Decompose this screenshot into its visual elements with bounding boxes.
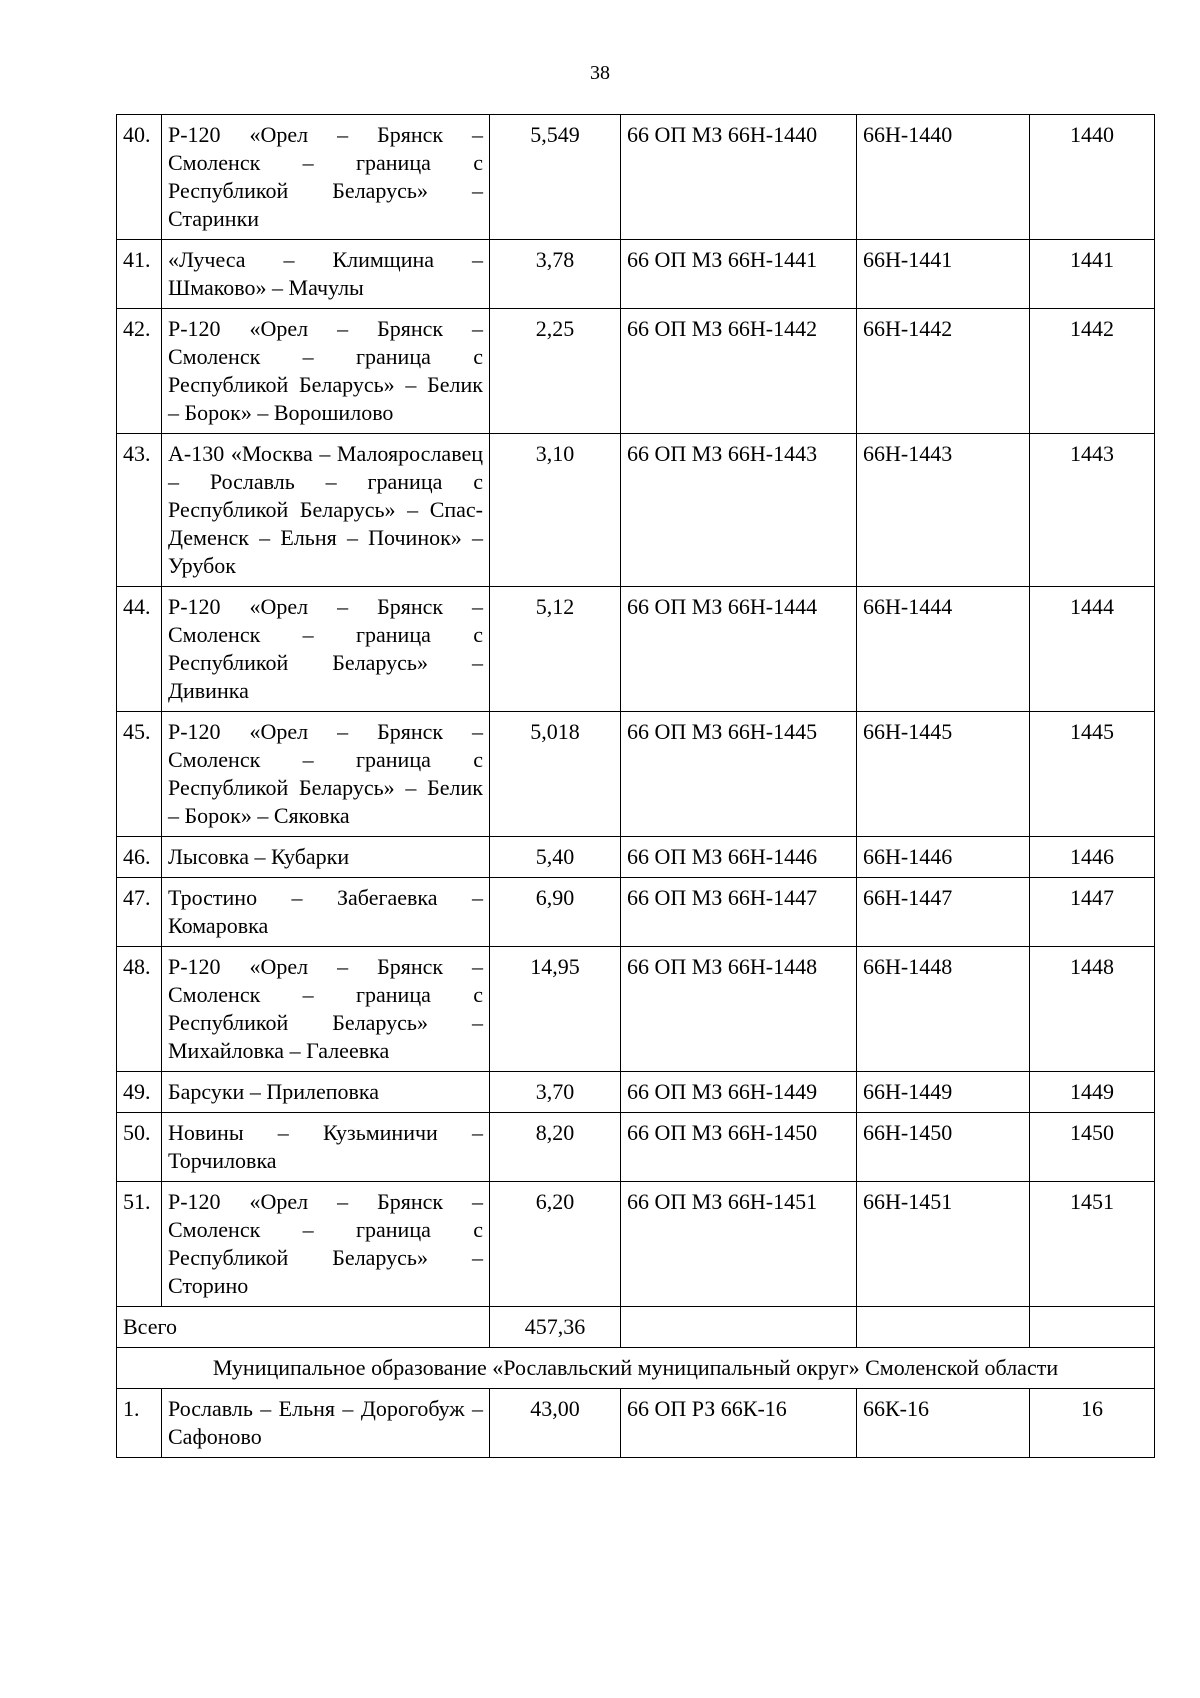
table-row (117, 878, 1155, 947)
road-id-code: 66 ОП МЗ 66Н-1446 (621, 837, 857, 878)
road-reg-code: 66Н-1450 (857, 1113, 1030, 1182)
road-id-code: 66 ОП МЗ 66Н-1447 (621, 878, 857, 947)
road-short-code: 1442 (1030, 309, 1155, 434)
row-number: 51. (117, 1182, 162, 1307)
total-row (117, 1307, 1155, 1348)
road-id-code: 66 ОП МЗ 66Н-1450 (621, 1113, 857, 1182)
road-name: Тростино – Забегаевка – Комаровка (162, 878, 490, 947)
row-number: 45. (117, 712, 162, 837)
road-name: «Лучеса – Климщина – Шмаково» – Мачулы (162, 240, 490, 309)
road-name: Рославль – Ельня – Дорогобуж – Сафоново (162, 1389, 490, 1458)
road-id-code: 66 ОП МЗ 66Н-1444 (621, 587, 857, 712)
table-row (117, 712, 1155, 837)
table-row (117, 309, 1155, 434)
road-short-code: 1448 (1030, 947, 1155, 1072)
row-number: 40. (117, 115, 162, 240)
roads-table (116, 114, 1155, 1458)
row-number: 43. (117, 434, 162, 587)
road-name: Барсуки – Прилеповка (162, 1072, 490, 1113)
road-id-code: 66 ОП МЗ 66Н-1443 (621, 434, 857, 587)
road-length: 3,70 (490, 1072, 621, 1113)
table-row (117, 240, 1155, 309)
road-reg-code: 66Н-1443 (857, 434, 1030, 587)
table-row (117, 1389, 1155, 1458)
row-number: 46. (117, 837, 162, 878)
road-length: 43,00 (490, 1389, 621, 1458)
road-short-code: 1445 (1030, 712, 1155, 837)
row-number: 41. (117, 240, 162, 309)
table-row (117, 1072, 1155, 1113)
road-name: Р-120 «Орел – Брянск – Смоленск – граница с Республикой Беларусь» – Михайловка – Галеевка (162, 947, 490, 1072)
road-length: 3,78 (490, 240, 621, 309)
empty-cell (1030, 1307, 1155, 1348)
empty-cell (857, 1307, 1030, 1348)
road-name: Р-120 «Орел – Брянск – Смоленск – граница с Республикой Беларусь» – Дивинка (162, 587, 490, 712)
road-length: 8,20 (490, 1113, 621, 1182)
table-row (117, 1113, 1155, 1182)
row-number: 1. (117, 1389, 162, 1458)
road-id-code: 66 ОП МЗ 66Н-1445 (621, 712, 857, 837)
row-number: 48. (117, 947, 162, 1072)
road-name: Лысовка – Кубарки (162, 837, 490, 878)
road-id-code: 66 ОП МЗ 66Н-1440 (621, 115, 857, 240)
road-name: Р-120 «Орел – Брянск – Смоленск – граница с Республикой Беларусь» – Сторино (162, 1182, 490, 1307)
row-number: 42. (117, 309, 162, 434)
road-reg-code: 66Н-1444 (857, 587, 1030, 712)
road-short-code: 16 (1030, 1389, 1155, 1458)
road-length: 6,20 (490, 1182, 621, 1307)
table-row (117, 837, 1155, 878)
road-reg-code: 66Н-1451 (857, 1182, 1030, 1307)
total-length: 457,36 (490, 1307, 621, 1348)
road-id-code: 66 ОП МЗ 66Н-1451 (621, 1182, 857, 1307)
row-number: 47. (117, 878, 162, 947)
road-id-code: 66 ОП МЗ 66Н-1449 (621, 1072, 857, 1113)
road-short-code: 1440 (1030, 115, 1155, 240)
road-length: 5,549 (490, 115, 621, 240)
road-short-code: 1441 (1030, 240, 1155, 309)
road-length: 5,018 (490, 712, 621, 837)
road-length: 14,95 (490, 947, 621, 1072)
road-id-code: 66 ОП МЗ 66Н-1448 (621, 947, 857, 1072)
road-name: Р-120 «Орел – Брянск – Смоленск – граница с Республикой Беларусь» – Белик – Борок» – Сяковка (162, 712, 490, 837)
row-number: 49. (117, 1072, 162, 1113)
road-reg-code: 66Н-1446 (857, 837, 1030, 878)
road-id-code: 66 ОП МЗ 66Н-1442 (621, 309, 857, 434)
table-row (117, 434, 1155, 587)
road-short-code: 1446 (1030, 837, 1155, 878)
road-length: 5,12 (490, 587, 621, 712)
road-length: 5,40 (490, 837, 621, 878)
road-short-code: 1443 (1030, 434, 1155, 587)
road-short-code: 1447 (1030, 878, 1155, 947)
road-short-code: 1449 (1030, 1072, 1155, 1113)
road-length: 3,10 (490, 434, 621, 587)
table-body (117, 115, 1155, 1458)
road-reg-code: 66К-16 (857, 1389, 1030, 1458)
road-reg-code: 66Н-1445 (857, 712, 1030, 837)
road-reg-code: 66Н-1447 (857, 878, 1030, 947)
row-number: 44. (117, 587, 162, 712)
section-title: Муниципальное образование «Рославльский муниципальный округ» Смоленской области (117, 1348, 1155, 1389)
road-reg-code: 66Н-1442 (857, 309, 1030, 434)
road-short-code: 1444 (1030, 587, 1155, 712)
road-name: Р-120 «Орел – Брянск – Смоленск – граница с Республикой Беларусь» – Старинки (162, 115, 490, 240)
table-row (117, 115, 1155, 240)
road-short-code: 1450 (1030, 1113, 1155, 1182)
table-row (117, 587, 1155, 712)
road-reg-code: 66Н-1440 (857, 115, 1030, 240)
road-name: Новины – Кузьминичи – Торчиловка (162, 1113, 490, 1182)
road-id-code: 66 ОП МЗ 66Н-1441 (621, 240, 857, 309)
section-row (117, 1348, 1155, 1389)
road-reg-code: 66Н-1449 (857, 1072, 1030, 1113)
road-id-code: 66 ОП РЗ 66К-16 (621, 1389, 857, 1458)
table-row (117, 1182, 1155, 1307)
empty-cell (621, 1307, 857, 1348)
total-label: Всего (117, 1307, 490, 1348)
page-number: 38 (590, 62, 610, 84)
road-length: 6,90 (490, 878, 621, 947)
road-length: 2,25 (490, 309, 621, 434)
road-name: А-130 «Москва – Малоярославец – Рославль – граница с Республикой Беларусь» – Спас-Деменск – Ельня – Починок» – Урубок (162, 434, 490, 587)
road-reg-code: 66Н-1448 (857, 947, 1030, 1072)
row-number: 50. (117, 1113, 162, 1182)
road-name: Р-120 «Орел – Брянск – Смоленск – граница с Республикой Беларусь» – Белик – Борок» – Ворошилово (162, 309, 490, 434)
road-reg-code: 66Н-1441 (857, 240, 1030, 309)
table-row (117, 947, 1155, 1072)
road-short-code: 1451 (1030, 1182, 1155, 1307)
